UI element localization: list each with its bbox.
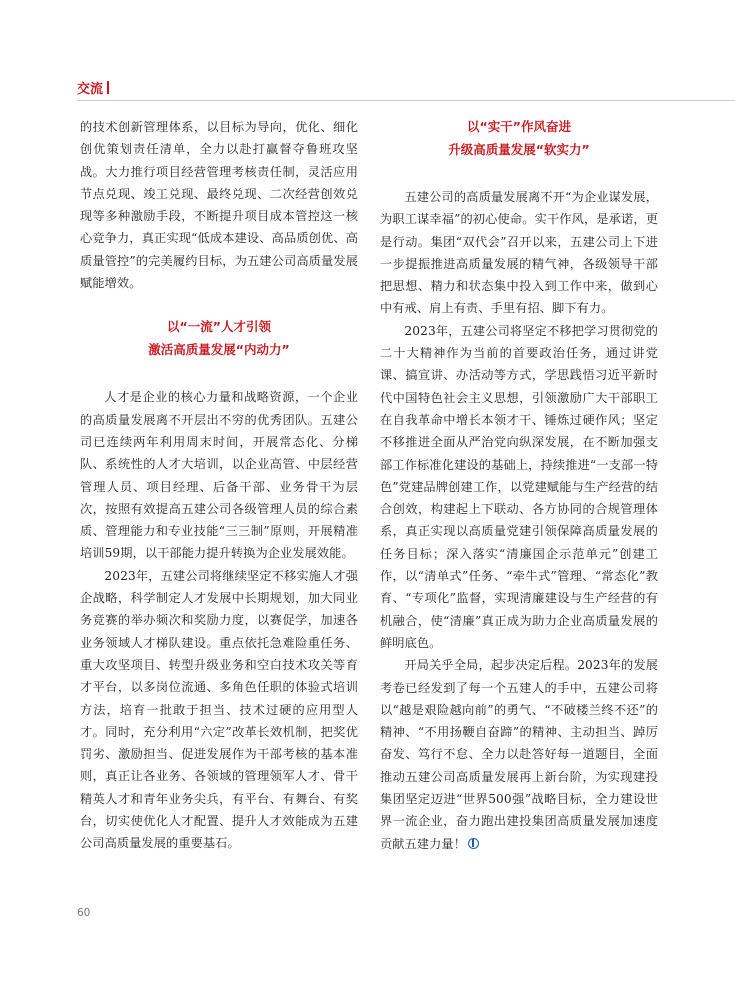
section-heading-talent-line2: 激活高质量发展“内动力” <box>148 341 290 357</box>
left-column <box>80 116 358 855</box>
paragraph-talent-1: 人才是企业的核心力量和战略资源，一个企业的高质量发展离不开层出不穷的优秀团队。五建公司已连续两年利用周末时间，开展常态化、分梯队、系统性的人才大培训，以企业高管、中层经营管理人员、项目经理、后备干部、业务骨干为层次，按照有效提高五建公司各级管理人员的综合素质、管理能力和专业技能“三三制”原则，开展精准培训59期，以干部能力提升转换为企业发展效能。 <box>80 390 358 561</box>
section-label: 交流 <box>77 82 104 97</box>
right-column <box>380 116 658 855</box>
page-number: 60 <box>77 907 91 919</box>
paragraph-work-3-text: 开局关乎全局，起步决定后程。2023年的发展考卷已经发到了每一个五建人的手中，五建公司将以“越是艰险越向前”的勇气、“不破楼兰终不还”的精神、“不用扬鞭自奋蹄”的精神、主动担当、踔厉奋发、笃行不怠、全力以赴答好每一道题目，全面推动五建公司高质量发展再上新台阶，为实现建投集团坚定迈进“世界500强”战略目标，全力建设世界一流企业，奋力跑出建投集团高质量发展加速度贡献五建力量！ <box>380 658 658 851</box>
header-divider <box>77 100 735 101</box>
paragraph-work-1: 五建公司的高质量发展离不开“为企业谋发展，为职工谋幸福”的初心使命。实干作风，是承诺，更是行动。集团“双代会”召开以来，五建公司上下进一步提振推进高质量发展的精气神，各级领导干部把思想、精力和状态集中投入到工作中来，做到心中有戒、肩上有责、手里有招、脚下有力。 <box>380 190 658 316</box>
end-of-article-mark-icon <box>468 838 479 849</box>
section-heading-talent-line1: 以“一流”人才引领 <box>167 319 271 335</box>
section-heading-work-line2: 升级高质量发展“软实力” <box>448 141 590 157</box>
section-heading-work-line1: 以“实干”作风奋进 <box>467 119 571 134</box>
paragraph-work-2: 2023年，五建公司将坚定不移把学习贯彻党的二十大精神作为当前的首要政治任务，通过讲党课、搞宣讲、办活动等方式，学思践悟习近平新时代中国特色社会主义思想，引领激励广大干部职工在自我革命中增长本领才干、锤炼过硬作风；坚定不移推进全面从严治党向纵深发展，在不断加强支部工作标准化建设的基础上，持续推进“一支部一特色”党建品牌创建工作，以党建赋能与生产经营的结合创效，构建起上下联动、各方协同的合规管理体系，真正实现以高质量党建引领保障高质量发展的任务目标；深入落实“清廉国企示范单元”创建工作，以“清单式”任务、“牵牛式”管理、“常态化”教育、“专项化”监督，实现清廉建设与生产经营的有机融合，使“清廉”真正成为助力企业高质量发展的鲜明底色。 <box>380 323 658 650</box>
paragraph-talent-2: 2023年，五建公司将继续坚定不移实施人才强企战略，科学制定人才发展中长期规划，加大同业务竞赛的举办频次和奖励力度，以赛促学，加速各业务领域人才梯队建设。重点依托急难险重任务、重大攻坚项目、转型升级业务和空白技术攻关等育才平台，以多岗位流通、多角色任职的体验式培训方法，培育一批敢于担当、技术过硬的应用型人才。同时，充分利用“六定”改革长效机制，把奖优罚劣、激励担当、促进发展作为干部考核的基本准则，真正让各业务、各领域的管理领军人才、骨干精英人才和青年业务尖兵，有平台、有舞台、有奖台，切实使优化人才配置、提升人才效能成为五建公司高质量发展的重要基石。 <box>80 568 358 851</box>
section-tag-bar <box>107 81 109 94</box>
paragraph-work-3 <box>380 654 658 855</box>
paragraph-continued: 的技术创新管理体系，以目标为导向，优化、细化创优策划责任清单，全力以赴打赢督夺鲁班攻坚战。大力推行项目经营管理考核责任制，灵活应用节点兑现、竣工兑现、最终兑现、二次经营创效兑现等多种激励手段，不断提升项目成本管控这一核心竞争力，真正实现“低成本建设、高品质创优、高质量管控”的完美履约目标，为五建公司高质量发展赋能增效。 <box>80 120 358 291</box>
section-tag <box>77 78 109 97</box>
